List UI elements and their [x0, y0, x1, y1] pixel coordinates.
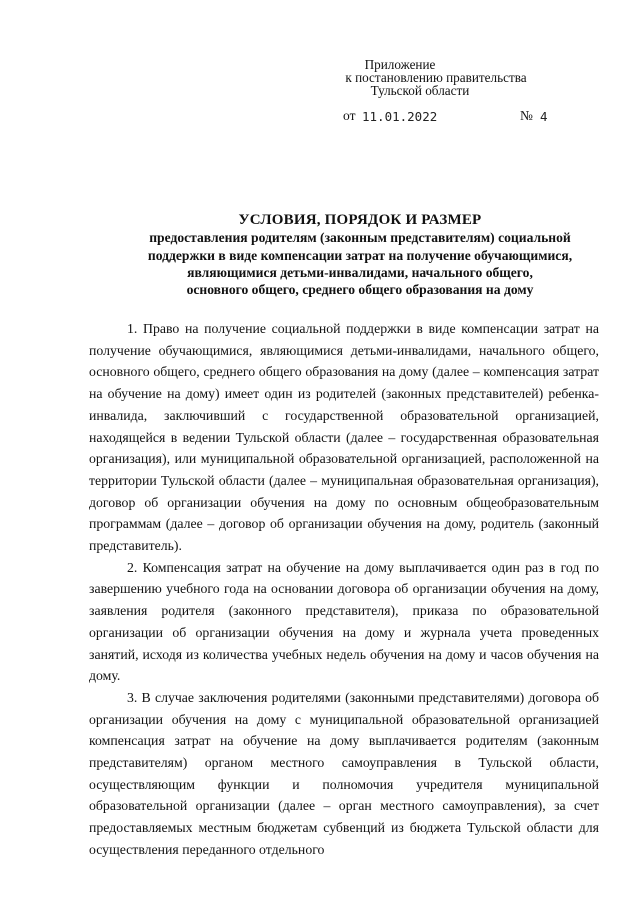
date-label: от — [343, 108, 356, 123]
appendix-label: Приложение — [364, 57, 436, 72]
title-subtitle-line: являющимися детьми-инвалидами, начального общего, — [187, 264, 533, 280]
appendix-header — [0, 58, 640, 97]
date-value: 11.01.2022 — [362, 109, 438, 124]
paragraph-3: 3. В случае заключения родителями (законными представителями) договора об организации обучения на дому с муниципальной образовательной организацией компенсация затрат на обучение на дому выплачивается родителям (законным представителям) органом местного самоуправления в Тульской области, осуществляющим функции и полномочия учредителя муниципальной образовательной организации (далее – орган местного самоуправления), за счет предоставляемых местным бюджетам субвенций из бюджета Тульской области для осуществления переданного отдельного — [89, 689, 599, 857]
number-label: № — [520, 108, 533, 123]
appendix-region: Тульской области — [370, 83, 470, 98]
document-body — [89, 318, 599, 861]
title-subtitle-line: основного общего, среднего общего образования на дому — [186, 282, 534, 298]
paragraph-1: 1. Право на получение социальной поддержки в виде компенсации затрат на получение обучающимися, являющимися детьми-инвалидами, начального общего, основного общего, среднего общего образования на дому (далее – компенсация затрат на обучение на дому) имеет один из родителей (законных представителей) ребенка-инвалида, заключивший с государственной образовательной организацией, находящейся в ведении Тульской области (далее – государственная образовательная организация), или муниципальной образовательной организацией, расположенной на территории Тульской области (далее – муниципальная образовательная организация), договор об организации обучения на дому по основным общеобразовательным программам (далее – договор об организации обучения на дому, родитель (законный представитель). — [89, 321, 599, 554]
paragraph-2: 2. Компенсация затрат на обучение на дому выплачивается один раз в год по завершению учебного года на основании договора об организации обучения на дому, заявления родителя (законного представителя), приказа по образовательной организации об организации обучения на дому и журнала учета проведенных занятий, исходя из количества учебных недель обучения на дому и часов обучения на дому. — [89, 559, 599, 684]
title-main: УСЛОВИЯ, ПОРЯДОК И РАЗМЕР — [238, 212, 482, 228]
appendix-reference: к постановлению правительства — [345, 70, 527, 85]
title-subtitle-line: предоставления родителям (законным представителям) социальной — [149, 230, 571, 246]
title-subtitle-line: поддержки в виде компенсации затрат на получение обучающимися, — [147, 247, 573, 263]
document-title — [60, 212, 640, 298]
number-value: 4 — [540, 109, 548, 124]
